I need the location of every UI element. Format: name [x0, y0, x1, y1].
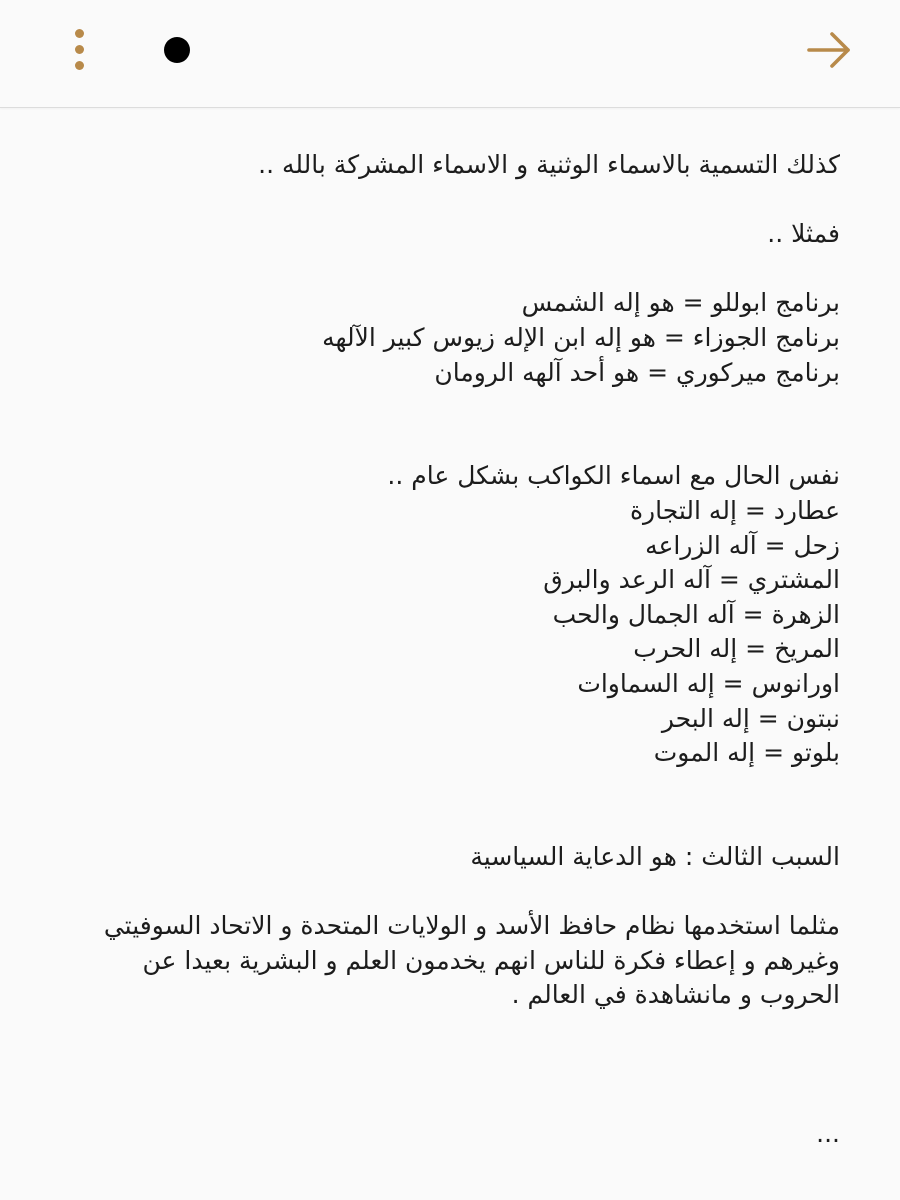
note-line: اورانوس = إله السماوات	[577, 668, 840, 698]
blank-line	[60, 1082, 840, 1117]
note-line: زحل = آله الزراعه	[645, 530, 840, 560]
blank-line	[60, 425, 840, 460]
note-line: نفس الحال مع اسماء الكواكب بشكل عام ..	[387, 461, 840, 491]
menu-dot	[75, 61, 84, 70]
note-line: برنامج ميركوري = هو أحد آلهه الرومان	[434, 357, 840, 387]
arrow-right-icon	[804, 26, 856, 74]
note-line: وغيرهم و إعطاء فكرة للناس انهم يخدمون العلم و البشرية بعيدا عن	[142, 945, 840, 975]
blank-line	[60, 183, 840, 218]
menu-dot	[75, 45, 84, 54]
blank-line	[60, 874, 840, 909]
blank-line	[60, 1047, 840, 1082]
blank-line	[60, 771, 840, 806]
note-line: الحروب و مانشاهدة في العالم .	[511, 980, 840, 1010]
note-line: كذلك التسمية بالاسماء الوثنية و الاسماء المشركة بالله ..	[258, 150, 840, 179]
note-line: الزهرة = آله الجمال والحب	[552, 599, 840, 629]
note-line: المريخ = إله الحرب	[633, 634, 840, 664]
note-line: مثلما استخدمها نظام حافظ الأسد و الولايات المتحدة و الاتحاد السوفيتي	[103, 911, 840, 941]
note-line: السبب الثالث : هو الدعاية السياسية	[470, 841, 840, 871]
note-line: بلوتو = إله الموت	[653, 738, 840, 768]
note-line: برنامج ابوللو = هو إله الشمس	[521, 288, 840, 318]
note-line: المشتري = آله الرعد والبرق	[543, 565, 840, 595]
status-dot-icon	[164, 37, 190, 63]
note-line: برنامج الجوزاء = هو إله ابن الإله زيوس كبير الآلهه	[322, 322, 840, 352]
forward-arrow-icon[interactable]	[804, 26, 856, 74]
blank-line	[60, 805, 840, 840]
blank-line	[60, 1013, 840, 1048]
more-options-icon[interactable]	[62, 26, 98, 72]
blank-line	[60, 252, 840, 287]
note-line: ...	[816, 1118, 840, 1148]
menu-dot	[75, 29, 84, 38]
blank-line	[60, 390, 840, 425]
note-line: عطارد = إله التجارة	[629, 495, 840, 525]
note-line: فمثلا ..	[767, 219, 840, 249]
note-body[interactable]	[60, 148, 840, 1188]
note-line: نبتون = إله البحر	[661, 703, 840, 733]
top-app-bar	[0, 0, 900, 108]
